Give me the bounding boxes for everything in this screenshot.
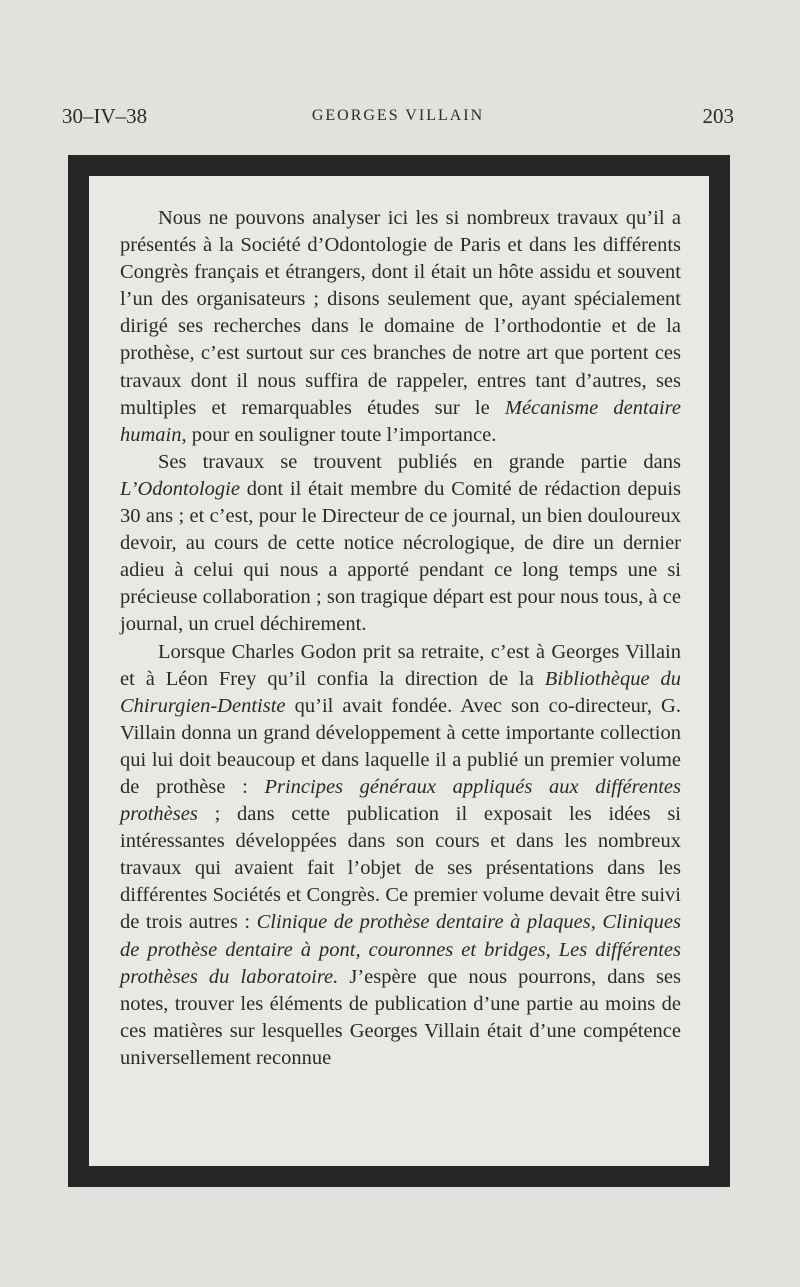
text-run: J’espère que nous pourrons, dans ses notes, trouver les éléments de publication d’une partie au moins de ces matières sur lesquelles Georges Villain était d’une compétence universellement reconnue: [120, 965, 681, 1069]
italic-title: Bibliothèque du Chirurgien-Dentiste: [120, 667, 681, 717]
italic-title: Mécanisme dentaire humain: [120, 396, 681, 446]
text-run: Ses travaux se trouvent publiés en grande partie dans: [158, 450, 681, 473]
text-run: ; dans cette publication il exposait les idées si intéressantes développées dans son cours et dans les nombreux travaux qui avaient fait l’objet de ses présentations dans les différentes Sociétés et Congrès. Ce premier volume devait être suivi de trois autres :: [120, 803, 681, 934]
page-number: 203: [702, 104, 734, 128]
issue-date: 30–IV–38: [62, 104, 148, 128]
text-run: qu’il avait fondée. Avec son co-directeur, G. Villain donna un grand développement à cette importante collection qui lui doit beaucoup et dans laquelle il a publié un premier volume de prothèse :: [120, 694, 681, 798]
text-run: dont il était membre du Comité de rédaction depuis 30 ans ; et c’est, pour le Directeur de ce journal, un bien douloureux devoir, au cours de cette notice nécrologique, de dire un dernier adieu à celui qui nous a apporté pendant ce long temps une si précieuse collaboration ; son tragique départ est pour nous tous, à ce journal, un cruel déchirement.: [120, 477, 681, 636]
obituary-text: [120, 205, 681, 1072]
paragraph: [120, 205, 681, 449]
running-title: GEORGES VILLAIN: [311, 107, 485, 124]
paragraph: [120, 639, 681, 1073]
running-head: [62, 104, 734, 132]
text-run: Lorsque Charles Godon prit sa retraite, c’est à Georges Villain et à Léon Frey qu’il confia la direction de la: [120, 640, 681, 690]
italic-title: Principes généraux appliqués aux différentes prothèses: [120, 775, 681, 826]
paragraph: [120, 449, 681, 639]
italic-title: Clinique de prothèse dentaire à plaques, Cliniques de prothèse dentaire à pont, couronnes et bridges, Les différentes prothèses du laboratoire.: [120, 911, 681, 988]
italic-title: L’Odontologie: [120, 477, 240, 500]
text-run: Nous ne pouvons analyser ici les si nombreux travaux qu’il a présentés à la Société d’Odontologie de Paris et dans les différents Congrès français et étrangers, dont il était un hôte assidu et souvent l’un des organisateurs ; disons seulement que, ayant spécialement dirigé ses recherches dans le domaine de l’orthodontie et de la prothèse, c’est surtout sur ces branches de notre art que portent ces travaux dont il nous suffira de rappeler, entres tant d’autres, ses multiples et remarquables études sur le: [120, 207, 681, 419]
text-run: , pour en souligner toute l’importance.: [181, 423, 497, 446]
